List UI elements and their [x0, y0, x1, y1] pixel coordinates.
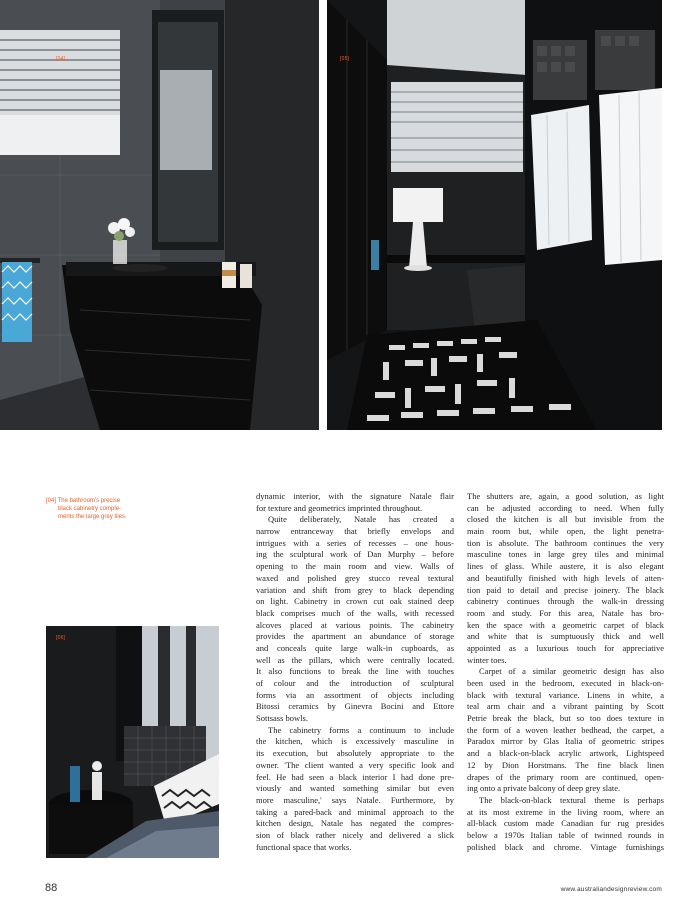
body-text-line: 12 by Dion Horstmans. The fine black linen [467, 759, 664, 770]
body-text-line: and beautifully finished with high levels of atten- [467, 572, 664, 583]
body-text-line: black comprises much of the walls, with recessed [256, 607, 454, 618]
body-text-line: tion paid to detail and precise joinery. The black [467, 584, 664, 595]
body-text-line: Paradox mirror by Glas Italia of geometric stripes [467, 736, 664, 747]
body-text-line: ken the space with a geometric carpet of black [467, 619, 664, 630]
photo-walkin-dressing [327, 0, 662, 430]
body-text-line: The cabinetry forms a continuum to include [268, 724, 454, 735]
bathroom-illustration [0, 0, 319, 430]
body-text-line: provides the apartment an abundance of storage [256, 631, 454, 642]
caption-line: ments the large grey tiles. [58, 514, 127, 520]
body-text-line: the kitchen, which is excessively masculine in [256, 736, 454, 747]
body-text-column-2 [467, 491, 664, 853]
body-text-line: ing the sculptural work of Dan Murphy – before [256, 549, 454, 560]
body-text-line: black with textural variance. Linens in white, a [467, 689, 664, 700]
body-text-line: functional space that works. [256, 841, 352, 852]
figure-tag-06: [06] [56, 635, 66, 641]
body-text-line: intrigues with a series of recesses – one hous- [256, 537, 454, 548]
page-number: 88 [45, 882, 58, 894]
body-text-line: waxed and polished grey stucco reveal textural [256, 572, 454, 583]
body-text-line: all-black custom made Canadian fur rug presides [467, 818, 664, 829]
body-text-line: It also functions to break the line with touches [256, 666, 454, 677]
body-text-line: tion is absolute. The bathroom continues the very [467, 537, 664, 548]
body-text-line: masculine tones in large grey tiles and minimal [467, 549, 664, 560]
body-text-line: Petrie break the black, but so too does texture in [467, 713, 664, 724]
body-text-line: of colour and the introduction of sculptural [256, 678, 454, 688]
body-text-line: appointed as a luxurious touch for appreciative [467, 642, 664, 653]
figure-tag-04: [04] [56, 56, 66, 62]
body-text-line: and conceals quite large walk-in cupboards, as [256, 642, 454, 653]
body-text-line: viously and wanted something similar but even [256, 783, 454, 794]
body-text-line: Carpet of a similar geometric design has also [479, 666, 664, 677]
body-text-line: forms via an assortment of objects including [256, 689, 454, 700]
body-text-line: ing onto a private balcony of deep grey slate. [467, 783, 621, 794]
body-text-line: sion of black rather nicely and delivered a slick [256, 829, 454, 840]
body-text-line: on light. Cabinetry in crown cut oak stained deep [256, 596, 454, 607]
body-text-line: well as the pillars, which were centrally located. [256, 654, 454, 665]
body-text-line: cabinetry continues through the walk-in dressing [467, 596, 664, 607]
body-text-line: more masculine,' says Natale. Furthermore, by [256, 794, 454, 805]
body-text-line: Bitossi ceramics by Ginevra Bocini and Ettore [256, 701, 454, 712]
body-text-line: drapes of the primary room are continued, open- [467, 771, 664, 782]
body-text-line: main room but, while open, the light penetra- [467, 526, 664, 537]
figure-tag-05: [05] [340, 56, 350, 62]
body-text-column-1 [256, 491, 454, 853]
body-text-line: kitchen design, Natale has negated the compres- [256, 818, 454, 829]
footer-url[interactable]: www.australiandesignreview.com [560, 886, 662, 893]
body-text-line: teal arm chair and a vibrant painting by Scott [467, 701, 664, 712]
caption-line: black cabinetry comple- [58, 506, 122, 512]
body-text-line: Quite deliberately, Natale has created a [268, 514, 454, 525]
figure-caption [46, 497, 146, 521]
body-text-line: and a black-on-black acrylic artwork, Lightspeed [467, 748, 664, 759]
bedroom-illustration [46, 626, 219, 858]
body-text-line: The black-on-black textural theme is perhaps [479, 794, 664, 805]
photo-bathroom [0, 0, 319, 430]
body-text-line: owner. 'The client wanted a very specific look and [256, 759, 454, 770]
body-text-line: closed the kitchen is all but invisible from the [467, 514, 664, 525]
body-text-line: been used in the bedroom, executed in black-on- [467, 678, 664, 688]
photo-bedroom [46, 626, 219, 858]
body-text-line: for texture and geometrics imprinted throughout. [256, 502, 423, 513]
body-text-line: dynamic interior, with the signature Natale flair [256, 491, 454, 501]
body-text-line: Sottsass bowls. [256, 713, 308, 724]
body-text-line: The shutters are, again, a good solution, as light [467, 491, 664, 501]
body-text-line: narrow entranceway that briefly envelops and [256, 526, 454, 537]
body-text-line: polished black and chrome. Vintage furnishings [467, 841, 664, 852]
body-text-line: taking a pared-back and minimal approach to the [256, 806, 454, 817]
body-text-line: feel. He had seen a black interior I had done pre- [256, 771, 454, 782]
body-text-line: and white that is sumptuously thick and well [467, 631, 664, 642]
caption-line: [04] The bathroom's precise [46, 498, 121, 504]
body-text-line: variation and shift from grey to black depending [256, 584, 454, 595]
body-text-line: can be adjusted according to need. When fully [467, 502, 664, 513]
body-text-line: room and study. For this area, Natale has bro- [467, 607, 664, 618]
body-text-line: below a 1970s Italian table of twinned rounds in [467, 829, 664, 840]
dressing-room-illustration [327, 0, 662, 430]
body-text-line: winter toes. [467, 654, 507, 665]
body-text-line: its execution, but absolutely appropriate to the [256, 748, 454, 759]
body-text-line: the form of a woven leather bedhead, the carpet, a [467, 724, 664, 735]
body-text-line: lines of glass. While austere, it is also elegant [467, 561, 664, 572]
body-text-line: opening to the main room and view. Walls of [256, 561, 454, 572]
body-text-line: alcoves placed at various points. The cabinetry [256, 619, 454, 630]
body-text-line: at its most extreme in the living room, where an [467, 806, 664, 817]
